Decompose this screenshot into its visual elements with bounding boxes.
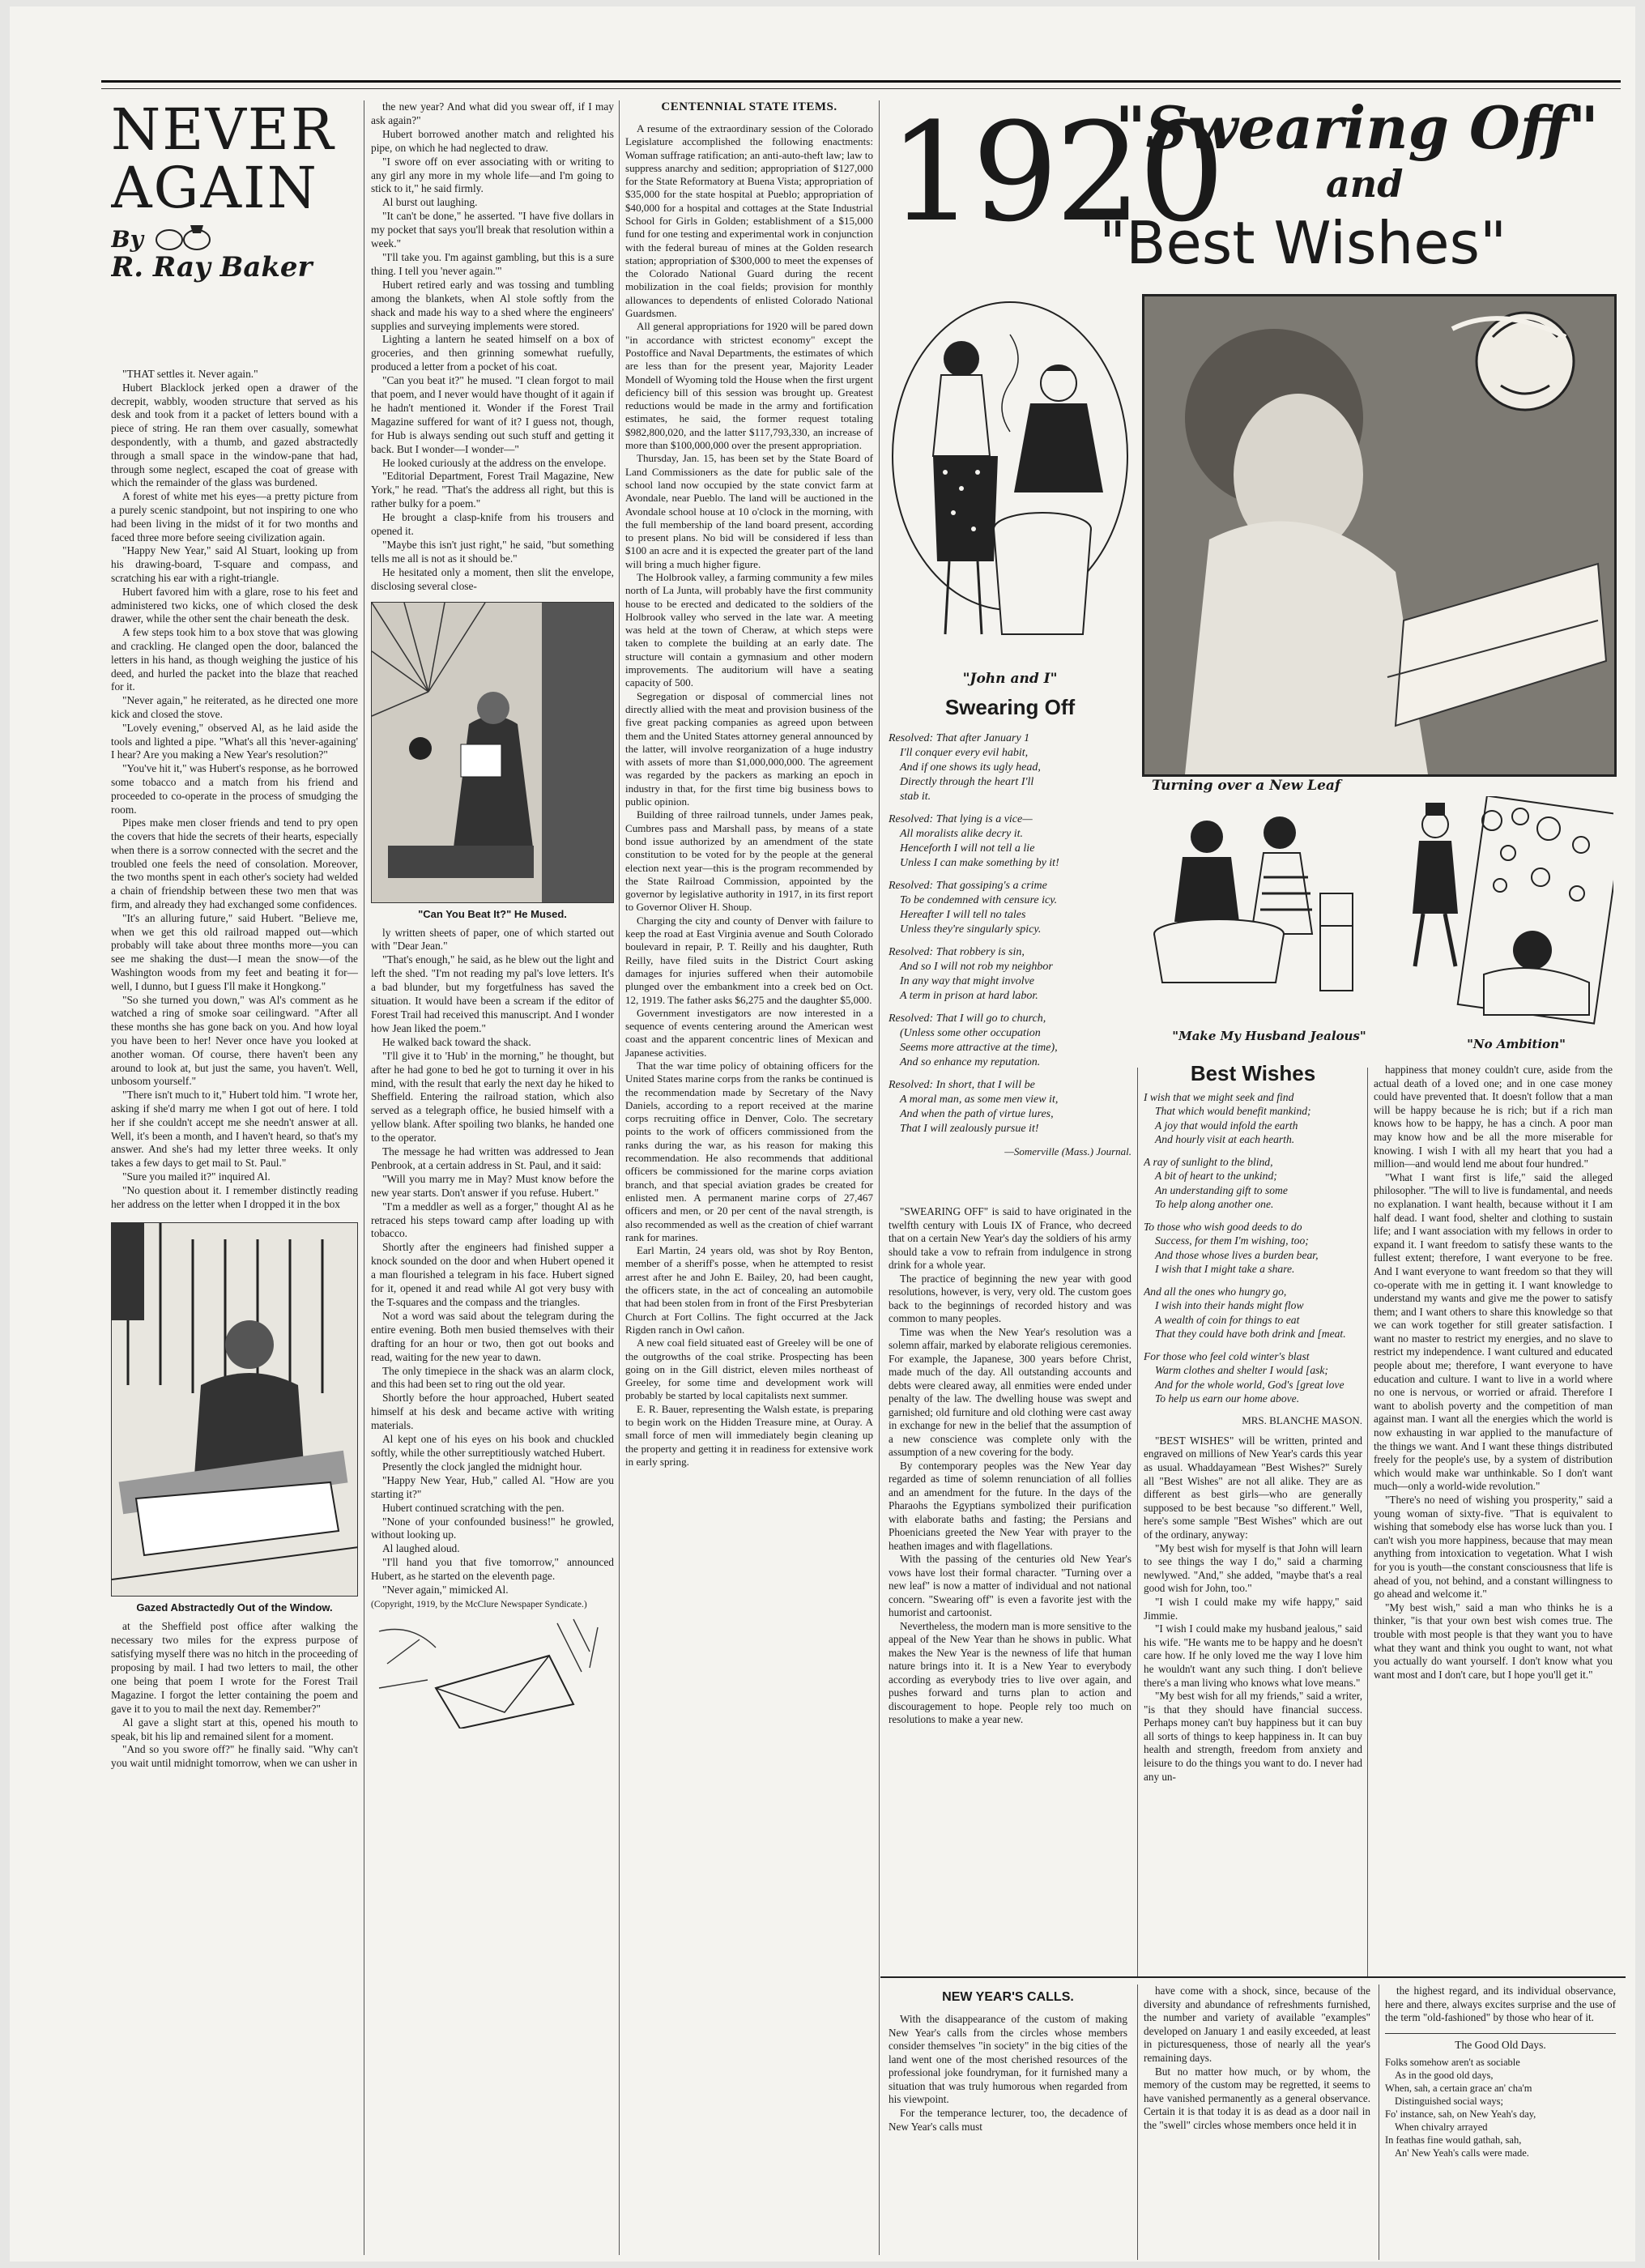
paragraph: "I'll hand you that five tomorrow," announced Hubert, as he started on the eleventh page.: [371, 1556, 614, 1583]
paragraph: That the war time policy of obtaining officers for the United States marine corps from the ranks be continued is the recommendation made by Secretary of the Navy Daniels, according to a report received at the marine corps recruiting office in Denver, Colo. The secretary points to the work of officers commissioned from the ranks during the war, as his reason for making this recommendation. He also recommends that additional officers be commissioned for the marine corps aviation branch, and that special aviation grades be created for enlisted men. A permanent marine corps of 27,467 officers and men, or 20 per cent of the naval strength, is also recommended as well as the creation of chief warrant rank for marines.: [625, 1059, 873, 1243]
paragraph: The practice of beginning the new year with good resolutions, however, is very, very old. The custom goes back to the beginnings of recorded history and was common to many peoples.: [889, 1272, 1131, 1324]
swearing-off-heading: Swearing Off: [944, 695, 1076, 719]
paragraph: "So she turned you down," was Al's comment as he watched a ring of smoke soar ceilingward. "After all these months she has gone back on you. And how loyal you have been to her! Never once have you looked at another woman. Of course, there haven't been any around to look at, but just the same, you haven't. Well, unbosom yourself.": [111, 993, 358, 1088]
poem-line: Resolved: In short, that I will be: [889, 1079, 1035, 1091]
poem-line: That they could have both drink and [meat.: [1155, 1328, 1346, 1341]
best-wishes-heading: Best Wishes: [1190, 1064, 1316, 1085]
paragraph: "You've hit it," was Hubert's response, as he borrowed some tobacco and a match from his friend and proceeded to co-operate in the process of smudging the room.: [111, 762, 358, 816]
copyright-note: (Copyright, 1919, by the McClure Newspaper Syndicate.): [371, 1599, 587, 1609]
poem-line: And for the whole world, God's [great love: [1155, 1378, 1345, 1391]
paragraph: have come with a shock, since, because of the diversity and abundance of refreshments furnished, the number and variety of available "examples" developed on January 1 and easily exceeded, at least in picturesqueness, those of nearly all the year's remaining days.: [1144, 1985, 1370, 2064]
poem-line: To help along another one.: [1155, 1198, 1274, 1211]
calls-rule: [880, 1976, 1626, 1978]
paragraph: "Maybe this isn't just right," he said, "but something tells me all is not as it should be.": [371, 539, 614, 565]
paragraph: Al laughed aloud.: [382, 1542, 460, 1555]
paragraph: "That's enough," he said, as he blew out the light and left the shed. "I'm not reading my pal's love letters. It's a bad blunder, but my forgetfulness has saved the situation. It would have been a scream if the editor of Forest Trail had received this manuscript. And I wonder how Jean liked the poem.": [371, 953, 614, 1034]
poem-line: For those who feel cold winter's blast: [1144, 1349, 1310, 1362]
paragraph: Al kept one of his eyes on his book and chuckled softly, while the other surreptitiously watched Hubert.: [371, 1433, 614, 1459]
caption-lantern: "Can You Beat It?" He Mused.: [418, 907, 567, 920]
illustration-john-and-i: [889, 294, 1131, 675]
poem-line: Resolved: That after January 1: [889, 732, 1030, 744]
feature-header: [889, 93, 1626, 298]
paragraph: Government investigators are now interested in a sequence of events centering around the American west coast and the apparent concentric lines of Mexican and Japanese activities.: [625, 1006, 873, 1059]
swearing-source: —Somerville (Mass.) Journal.: [1004, 1145, 1131, 1157]
poem-line: Resolved: That robbery is sin,: [889, 946, 1025, 958]
story-column-2: [371, 100, 614, 2255]
story-text-1-bottom: [111, 1620, 358, 1771]
poem-line: That which would benefit mankind;: [1155, 1105, 1311, 1118]
best-wishes-author: MRS. BLANCHE MASON.: [1242, 1413, 1362, 1426]
poem-line: That I will zealously pursue it!: [900, 1123, 1039, 1135]
paragraph: "It can't be done," he asserted. "I have five dollars in my pocket that says you'll break that resolution within a week.": [371, 210, 614, 250]
poem-stanza: [1144, 1285, 1362, 1341]
paragraph: Charging the city and county of Denver with failure to keep the road at East Virginia avenue and South Colorado boulevard in repair, P. T. Reilly and his daughter, Ruth Reilly, have filed suits in the District Court asking damages for injuries suffered when their automobile plunged over the embankment into a creek bed on Oct. 12, 1919. The father asks $6,275 and the daughter $5,000.: [625, 914, 873, 1006]
caption-john-and-i: "John and I": [962, 671, 1058, 687]
paragraph: Earl Martin, 24 years old, was shot by Roy Benton, member of a sheriff's posse, when he attempted to resist arrest after he and John E. Bailey, 20, had been caught, the officers state, in the act of concealing an automobile that had been stolen from in front of the First Presbyterian Church at Fort Collins. The fight occurred at the Jack Rigden ranch in Owl cañon.: [625, 1244, 873, 1336]
paragraph: Hubert favored him with a glare, rose to his feet and administered two kicks, one of which closed the desk drawer, while the other sent the chair beneath the desk.: [111, 585, 358, 625]
caption-window: Gazed Abstractedly Out of the Window.: [136, 1601, 333, 1614]
poem-line: All moralists alike decry it.: [900, 828, 1024, 840]
story-by: By: [111, 225, 143, 253]
paragraph: at the Sheffield post office after walking the necessary two miles for the express purpose of satisfying myself there was no hitch in the proceeding of proposing by mail. I had two letters to mail, the other one being that poem I wrote for the Forest Trail Magazine. I forgot the letter containing the poem and gave it to you to mail the next day. Remember?": [111, 1620, 358, 1715]
paragraph: "None of your confounded business!" he growled, without looking up.: [371, 1515, 614, 1541]
paragraph: "There isn't much to it," Hubert told him. "I wrote her, asking if she'd marry me when I got out of here. I told her if she couldn't accept me she needn't answer at all. Well, it's been a month, and I haven't heard, so that's my answer. And she's had my letter three weeks. It only takes a few days to get mail to St. Paul.": [111, 1089, 358, 1170]
poem-line: And those whose lives a burden bear,: [1155, 1248, 1319, 1261]
poem-line: Warm clothes and shelter I would [ask;: [1155, 1364, 1328, 1377]
poem-stanza: [889, 945, 1131, 1004]
column-divider: [1137, 1068, 1138, 1976]
poem-line: When chivalry arrayed: [1395, 2121, 1488, 2133]
paragraph: ly written sheets of paper, one of which started out with "Dear Jean.": [371, 926, 614, 953]
paragraph: Hubert continued scratching with the pen.: [382, 1501, 565, 1514]
poem-stanza: [889, 731, 1131, 804]
poem-line: I wish into their hands might flow: [1155, 1299, 1304, 1312]
paragraph: But no matter how much, or by whom, the memory of the custom may be regretted, it seems to have vanished permanently as a general observance. Certain it is that today it is as dead as a door nail in the "swell" circles whose members once held it in: [1144, 2065, 1370, 2131]
paragraph: He looked curiously at the address on the envelope.: [382, 456, 607, 469]
paragraph: Pipes make men closer friends and tend to pry open the covers that hide the secrets of their hearts, especially when there is a sorrow connected with the secret and the troubled one feels the need of consolation. Moreover, the two months spent in each other's society had welded a chain of friendship between these two men that was firm, and already they had exchanged some confidences.: [111, 816, 358, 911]
paragraph: "I'm a meddler as well as a forger," thought Al as he retraced his steps toward camp after loading up with tobacco.: [371, 1200, 614, 1240]
story-column-1: [111, 100, 358, 2255]
paragraph: All general appropriations for 1920 will be pared down "in accordance with strictest economy" except the Postoffice and Naval Departments, the estimates of which are less than for the present year, Majority Leader Mondell of Wyoming told the House when the first urgent deficiency bill of this session was brought up. Greatest reductions would be made in the army and fortification estimates, he said, the former request totaling $982,800,020, and the latter $117,793,330, an increase of more than $100,000,000 over the present appropriation.: [625, 320, 873, 452]
story-text-2: [371, 100, 614, 594]
poem-line: Hereafter I will tell no tales: [900, 909, 1026, 921]
poem-line: A moral man, as some men view it,: [900, 1094, 1059, 1106]
poem-stanza: [1144, 1155, 1362, 1212]
top-rule: [101, 80, 1621, 83]
caption-no-ambition: "No Ambition": [1467, 1037, 1566, 1051]
paragraph: Thursday, Jan. 15, has been set by the State Board of Land Commissioners as the date for public sale of the school land now occupied by the state convict farm at Avondale, near Pueblo. The land will be auctioned in the Avondale school house at 10 o'clock in the morning, with the full membership of the land board present, according to present plans. No bid will be considered if less than $100 an acre and it is expected the greater part of the land will bring a much higher figure.: [625, 452, 873, 570]
poem-line: An understanding gift to some: [1155, 1183, 1288, 1196]
illustration-window: [111, 1222, 358, 1597]
paragraph: Hubert borrowed another match and relighted his pipe, on which he had neglected to draw.: [371, 127, 614, 154]
paragraph: "I wish I could make my wife happy," said Jimmie.: [1144, 1595, 1362, 1622]
feature-title-and: and: [1326, 162, 1404, 206]
centennial-heading: CENTENNIAL STATE ITEMS.: [661, 100, 837, 113]
paragraph: "THAT settles it. Never again.": [122, 368, 258, 380]
poem-line: Unless I can make something by it!: [900, 857, 1059, 869]
good-days-poem: [1385, 2056, 1616, 2159]
paragraph: He brought a clasp-knife from his trousers and opened it.: [371, 511, 614, 538]
paragraph: "I'll give it to 'Hub' in the morning," he thought, but after he had gone to bed he got to turning it over in his mind, with the result that early the next day he hiked to Sheffield. Entering the railroad station, which also served as a telegraph office, he busied himself with a yellow blank. After spoiling two blanks, he handed one to the operator.: [371, 1049, 614, 1145]
calls-text-3: the highest regard, and its individual observance, here and there, always excites surprise and the use of the term "old-fashioned" by those who hear of it.: [1385, 1985, 1616, 2024]
poem-line: And all the ones who hungry go,: [1144, 1285, 1287, 1298]
good-days-title: The Good Old Days.: [1455, 2038, 1546, 2051]
paragraph: Presently the clock jangled the midnight hour.: [382, 1460, 582, 1473]
paragraph: "Editorial Department, Forest Trail Magazine, New York," he read. "That's the address all right, but this is rather bulky for a poem.": [371, 470, 614, 510]
poem-line: I'll conquer every evil habit,: [900, 747, 1029, 759]
story-title-line1: NEVER: [111, 100, 335, 163]
poem-line: And hourly visit at each hearth.: [1155, 1133, 1295, 1146]
paragraph: Building of three railroad tunnels, under James peak, Cumbres pass and Marshall pass, by means of a state bond issue authorized by an amendment of the state constitution to be voted for by the people at the general election next year—this is the program recommended by the State Railroad Commission, appointed by the governor by legislative authority in 1917, in its first report to Governor Oliver H. Shoup.: [625, 808, 873, 914]
calls-column-2: [1144, 1985, 1370, 2262]
poem-line: An' New Yeah's calls were made.: [1395, 2146, 1529, 2159]
calls-divider: [1385, 2033, 1616, 2034]
paragraph: "Sure you mailed it?" inquired Al.: [122, 1170, 271, 1183]
story-text-1: [111, 368, 358, 1211]
paragraph: With the disappearance of the custom of making New Year's calls from the circles whose members consider themselves "in society" in the big cities of the land went one of the most cherished resources of the professional joke foundryman, for it furnished many a situation that was truly humorous when regarded from his viewpoint.: [889, 2012, 1127, 2106]
paragraph: A new coal field situated east of Greeley will be one of the outgrowths of the coal strike. Prospecting has been going on in the Gill district, eleven miles northeast of Greeley, for some time and development work will probably be started by local capitalists next summer.: [625, 1336, 873, 1402]
poem-stanza: [889, 1012, 1131, 1070]
calls-column-3: [1385, 1985, 1616, 2262]
poem-stanza: [1144, 1090, 1362, 1147]
poem-line: (Unless some other occupation: [900, 1027, 1041, 1039]
calls-heading: NEW YEAR'S CALLS.: [942, 1990, 1074, 2004]
poem-line: Success, for them I'm wishing, too;: [1155, 1234, 1309, 1247]
poem-stanza: [1144, 1349, 1362, 1406]
paragraph: Shortly after the engineers had finished supper a knock sounded on the door and when Hubert opened it a man flourished a telegram in his face. Hubert signed for it, opened it and read while Al got very busy with the T-squares and the compass and the triangles.: [371, 1241, 614, 1308]
poem-line: Folks somehow aren't as sociable: [1385, 2056, 1520, 2068]
paragraph: "I swore off on ever associating with or writing to any girl any more in my whole life—and I'm going to stick to it," he said firmly.: [371, 155, 614, 195]
poem-line: Distinguished social ways;: [1395, 2095, 1504, 2107]
paragraph: "My best wish for myself is that John will learn to see things the way I do," said a charming newlywed. "And," she added, "maybe that's a real good wish for John, too.": [1144, 1541, 1362, 1595]
poem-line: When, sah, a certain grace an' cha'm: [1385, 2082, 1532, 2094]
poem-line: A term in prison at hard labor.: [900, 990, 1038, 1002]
poem-line: A bit of heart to the unkind;: [1155, 1170, 1277, 1183]
column-divider: [1367, 1068, 1368, 1976]
column-divider: [879, 100, 880, 2255]
poem-line: Resolved: That gossiping's a crime: [889, 880, 1047, 892]
paragraph: "What I want first is life," said the alleged philosopher. "The will to live is fundamental, and needs no explanation. I want health, because without it I am half dead. I want food, shelter and clothing to sustain life; and I want association with my fellows in order to expand it. I want freedom to satisfy these wants to the fullest extent; therefore, I want everyone to be free. And I want everyone to want freedom so that they will co-operate with me in getting it. I want knowledge to understand my wants and give me the power to satisfy them; and I want others to share this knowledge so that we can work together for still greater satisfaction. I want no master to restrict my energies, and no slave to restrict my independence. I want cultured and educated people about me; therefore, I want everyone to have education and culture. I want to live in a world where no one is nervous, or worried or afraid. Therefore I want to abolish poverty and the competition of man against man. I want all the energies which the world is now exhausting in war applied to the manufacture of the things we want. And I want these things distributed freely for the people's use, by a system of distribution which would make war unthinkable. So I don't want much—only a world-wide revolution.": [1374, 1170, 1613, 1493]
poem-line: Unless they're singularly spicy.: [900, 923, 1042, 936]
best-wishes-column-2: [1374, 1064, 1613, 1971]
paragraph: "Lovely evening," observed Al, as he laid aside the tools and lighted a pipe. "What's all this 'never-againing' I hear? Are you making a New Year's resolution?": [111, 721, 358, 761]
poem-line: A joy that would infold the earth: [1155, 1119, 1298, 1132]
paragraph: He hesitated only a moment, then slit the envelope, disclosing several close-: [371, 565, 614, 592]
poem-line: And so I will not rob my neighbor: [900, 961, 1053, 973]
poem-stanza: [889, 812, 1131, 871]
poem-line: Directly through the heart I'll: [900, 776, 1034, 788]
poem-line: In any way that might involve: [900, 975, 1035, 987]
paragraph: A forest of white met his eyes—a pretty picture from a purely scenic standpoint, but not inspiring to one who had been living in the midst of it for two months and faced three more before seeing civilization again.: [111, 490, 358, 544]
poem-line: And if one shows its ugly head,: [900, 761, 1041, 774]
poem-line: Fo' instance, sah, on New Yeah's day,: [1385, 2108, 1536, 2120]
paragraph: The Holbrook valley, a farming community a few miles north of La Junta, will probably have the first community house to be erected and dedicated to the soldiers of the Holbrook valley who served in the late war. A meeting was held at the town of Cheraw, at which steps were taken to complete the building at an early date. The structure will contain a gymnasium and other modern improvements. The auditorium will have a seating capacity of 500.: [625, 571, 873, 689]
poem-line: In feathas fine would gathah, sah,: [1385, 2134, 1522, 2146]
paragraph: E. R. Bauer, representing the Walsh estate, is preparing to begin work on the Hidden Treasure mine, at Ouray. A small force of men will immediately begin cleaning up the property and getting it in readiness for extensive work in early spring.: [625, 1402, 873, 1468]
paragraph: Segregation or disposal of commercial lines not directly allied with the meat and provision business of the five great packing companies as agreed upon between them and the United States attorney general announced by the latter, will involve reorganization of a huge industry with assets of more than $1,000,000,000. The agreement was regarded by the packers as marking an epoch in industry in that, for the first time big business bows to public opinion.: [625, 689, 873, 808]
illustration-lantern: [371, 602, 614, 903]
paragraph: The message he had written was addressed to Jean Penbrook, at a certain address in St. Paul, and it said:: [371, 1145, 614, 1171]
swearing-off-poem: [889, 731, 1131, 1166]
paragraph: A resume of the extraordinary session of the Colorado Legislature accomplished the following enactments: Woman suffrage ratification; an anti-auto-theft law; law to suppress anarchy and sedition; appropriation of $127,000 for the State Reformatory at Buena Vista; appropriation of $35,000 for the state hospital at Pueblo; appropriation of $40,000 for a hospital and cottages at the State Industrial School for Girls in Golden; establishment of a $15,000 fund for one testing and experimental work in conjunction with the federal bureau of mines at the Golden research station; appropriation of $300,000 to meet the expenses of the Colorado National Guard during the recent mobilization in the coal fields; provision for monthly allowances to dependents of enlisted Colorado National Guardsmen.: [625, 122, 873, 320]
paragraph: By contemporary peoples was the New Year day regarded as time of solemn renunciation of all follies and an amendment for the future. In the days of the Pharaohs the Egyptians symbolized their purification with elaborate baths and fasting; the Persians and Phoenicians greeted the New Year with prayer to the heathen images and with flagellations.: [889, 1459, 1131, 1552]
paragraph: A few steps took him to a box stove that was glowing and crackling. He clanged open the door, balanced the letters in his hand, as though weighing the justice of his deed, and hurled the packet into the blaze that reached for it.: [111, 626, 358, 693]
poem-line: A ray of sunlight to the blind,: [1144, 1155, 1273, 1168]
paragraph: "And so you swore off?" he finally said. "Why can't you wait until midnight tomorrow, when we can usher in: [111, 1743, 358, 1770]
swearing-off-text: [889, 1205, 1131, 1971]
paragraph: "There's no need of wishing you prosperity," said a young woman of sixty-five. "That is equivalent to wishing that somebody else has worse luck than you. I can't wish you more happiness, because that may mean anything from intoxication to vegetation. What I wish for you is youth—the constant consciousness that life is ahead of you, not behind, and a constant willingness to go ahead and welcome it.": [1374, 1494, 1613, 1601]
paragraph: "No question about it. I remember distinctly reading her address on the letter when I dropped it in the box: [111, 1183, 358, 1210]
paragraph: Nevertheless, the modern man is more sensitive to the appeal of the New Year than he shows in public. What makes the New Year is the newness of life that human nature brings into it. It is a New Year to everybody according as everybody tries to live over again, and pushes forward and turns plan to action and discouragement to hope. People rely too much on resolutions to make a year new.: [889, 1619, 1131, 1725]
paragraph: happiness that money couldn't cure, aside from the actual death of a loved one; and in one case money could have prevented that. It doesn't follow that a man will be happy because he is rich; but if a rich man knows how to be happy, he has a cinch. A poor man may know how and be all the more miserable for knowing. I wish I with all my heart that you had a million—and would lend me about four hundred.": [1374, 1064, 1613, 1170]
story-text-2-bottom: [371, 927, 614, 1597]
poem-line: To be condemned with censure icy.: [900, 894, 1058, 906]
paragraph: He walked back toward the shack.: [382, 1035, 531, 1048]
paragraph: Hubert retired early and was tossing and tumbling among the blankets, when Al stole softly from the shack and made his way to a shed where the engineers' supplies and surveying implements were stored.: [371, 278, 614, 332]
poem-line: Resolved: That I will go to church,: [889, 1013, 1046, 1025]
feature-title-swearing: "Swearing Off": [1115, 93, 1599, 162]
column-divider: [1137, 1985, 1138, 2260]
paragraph: Lighting a lantern he seated himself on a box of groceries, and then grinning somewhat ruefully, produced a letter from a pocket of his coat.: [371, 333, 614, 373]
poem-stanza: [889, 879, 1131, 937]
centennial-column: [625, 100, 873, 2255]
paragraph: Al burst out laughing.: [382, 196, 478, 209]
paragraph: "Never again," he reiterated, as he directed one more kick and closed the stove.: [111, 694, 358, 720]
poem-line: And so enhance my reputation.: [900, 1056, 1041, 1068]
paragraph: "Will you marry me in May? Must know before the new year starts. Don't answer if you refuse. Hubert.": [371, 1172, 614, 1199]
feature-year: 1920: [889, 93, 1222, 252]
paragraph: Hubert Blacklock jerked open a drawer of the decrepit, wabbly, wooden structure that served as his desk and took from it a packet of letters bound with a piece of string. He ran them over casually, somewhat despondently, with a thumb, and gazed abstractedly through a small space in the window-pane that had, through some neglect, escaped the coat of grease with which the remainder of the glass was burdened.: [111, 381, 358, 489]
feature-title-best: "Best Wishes": [1099, 209, 1507, 277]
paragraph: "Happy New Year," said Al Stuart, looking up from his drawing-board, T-square and compass, and scratching his ear with a right-triangle.: [111, 544, 358, 584]
paragraph: Time was when the New Year's resolution was a solemn affair, marked by elaborate religious ceremonies. For example, the Japanese, 300 years before Christ, made much of the day. All outstanding accounts and debts were cleared away, all enmities were ended under penalty of the law. The dwelling house was swept and garnished; old furniture and old clothing were cast away in exchange for new in the belief that the assumption of a new conscience was complete only with the assumption of a new covering for the body.: [889, 1325, 1131, 1458]
poem-line: Seems more attractive at the time),: [900, 1042, 1058, 1054]
story-title-block: [111, 100, 358, 368]
best-wishes-text: [1144, 1435, 1362, 1784]
paragraph: "It's an alluring future," said Hubert. "Believe me, when we get this old railroad mapped out—which probably will take about three months more—you can see me shaking the dust—I mean the snow—of the Washington woods from my feet and beating it for—well, I dunno, but I guess I'll make it Hongkong.": [111, 911, 358, 992]
centennial-text: [625, 122, 873, 1469]
poem-line: As in the good old days,: [1395, 2069, 1494, 2081]
poem-line: Resolved: That lying is a vice—: [889, 813, 1033, 825]
paragraph: Not a word was said about the telegram during the entire evening. Both men busied themselves with their drafting for an hour or two, then got out books and read, waiting for the new year to dawn.: [371, 1309, 614, 1363]
paragraph: "Can you beat it?" he mused. "I clean forgot to mail that poem, and I never would have thought of it again if he hadn't mentioned it. Wonder if the Forest Trail Magazine suffered for want of it? I guess not, though, for Hub is always sending out such stuff and getting it back. But I wonder—I wonder—": [371, 374, 614, 455]
column-divider: [619, 100, 620, 2255]
poem-line: A wealth of coin for things to eat: [1155, 1313, 1300, 1326]
paragraph: With the passing of the centuries old New Year's vows have lost their formal character. "Turning over a new leaf" is now a matter of individual and not national concern. "Swearing off" is even a favorite jest with the humorist and cartoonist.: [889, 1553, 1131, 1618]
caption-jealous: "Make My Husband Jealous": [1172, 1029, 1366, 1043]
calls-column-1: [889, 1985, 1127, 2262]
paragraph: "Never again," mimicked Al.: [382, 1584, 509, 1597]
paragraph: "BEST WISHES" will be written, printed and engraved on millions of New Year's cards this year as usual. Whaddayamean "Best Wishes?" Surely all "Best Wishes" are not all alike. They are as different as best girls—who are generally supposed to be best because "so different." Well, here's some sample "Best Wishes" which are out of the ordinary, anyway:: [1144, 1434, 1362, 1541]
paragraph: For the temperance lecturer, too, the decadence of New Year's calls must: [889, 2107, 1127, 2133]
illustration-new-leaf: [1142, 294, 1617, 777]
poem-stanza: [889, 1078, 1131, 1136]
poem-line: stab it.: [900, 791, 931, 803]
paragraph: "Happy New Year, Hub," called Al. "How are you starting it?": [371, 1473, 614, 1500]
paragraph: "SWEARING OFF" is said to have originated in the twelfth century with Louis IX of France, who decreed that on a certain New Year's day the soldiers of his army should take a vow to refrain from indulgence in strong drink for a whole year.: [889, 1205, 1131, 1271]
paragraph: Al gave a slight start at this, opened his mouth to speak, bit his lip and remained silent for a moment.: [111, 1716, 358, 1742]
poem-stanza: [1144, 1220, 1362, 1277]
paragraph: "My best wish for all my friends," said a writer, "is that they should have financial success. Perhaps money can't buy happiness but it can buy all sorts of things to keep happiness in. It can buy health and strength, freedom from anxiety and leisure to do the things you want to do. I never had any un-: [1144, 1690, 1362, 1783]
illustration-no-ambition: [1395, 796, 1613, 1031]
newspaper-page: [10, 6, 1635, 2262]
caption-new-leaf: Turning over a New Leaf: [1152, 778, 1341, 794]
poem-line: To help us earn our home above.: [1155, 1392, 1300, 1405]
paragraph: the new year? And what did you swear off, if I may ask again?": [371, 100, 614, 126]
calls-text-1: [889, 2013, 1127, 2134]
paragraph: "I'll take you. I'm against gambling, but this is a sure thing. I tell you 'never again.'": [371, 250, 614, 277]
top-rule-thin: [101, 88, 1621, 89]
paragraph: Shortly before the hour approached, Hubert seated himself at his desk and became active with writing materials.: [371, 1392, 614, 1432]
poem-line: I wish that we might seek and find: [1144, 1090, 1294, 1103]
poem-line: Henceforth I will not tell a lie: [900, 842, 1035, 855]
poem-line: And when the path of virtue lures,: [900, 1108, 1054, 1120]
story-author: R. Ray Baker: [111, 251, 313, 284]
best-wishes-poem: [1144, 1090, 1362, 1406]
poem-line: I wish that I might take a share.: [1155, 1263, 1295, 1276]
illustration-jealous: [1142, 804, 1393, 1023]
poem-line: To those who wish good deeds to do: [1144, 1220, 1302, 1233]
paragraph: "My best wish," said a man who thinks he is a thinker, "is that your own best wish comes true. The trouble with most people is that they want you to have what they want and think you ought to want, not what you actually do want yourself. I don't know what you want most and I don't care, but I hope you'll get it.": [1374, 1601, 1613, 1681]
illustration-greeting-card: [371, 1615, 614, 1729]
paragraph: "I wish I could make my husband jealous," said his wife. "He wants me to be happy and he doesn't care how. If he only loved me the way I love him he wouldn't want any such thing. I don't believe there's a man living who knows what love means.": [1144, 1622, 1362, 1689]
paragraph: The only timepiece in the shack was an alarm clock, and this had been set to ring out the old year.: [371, 1364, 614, 1391]
best-wishes-column: [1144, 1064, 1362, 1971]
story-title-line2: AGAIN: [111, 155, 318, 221]
